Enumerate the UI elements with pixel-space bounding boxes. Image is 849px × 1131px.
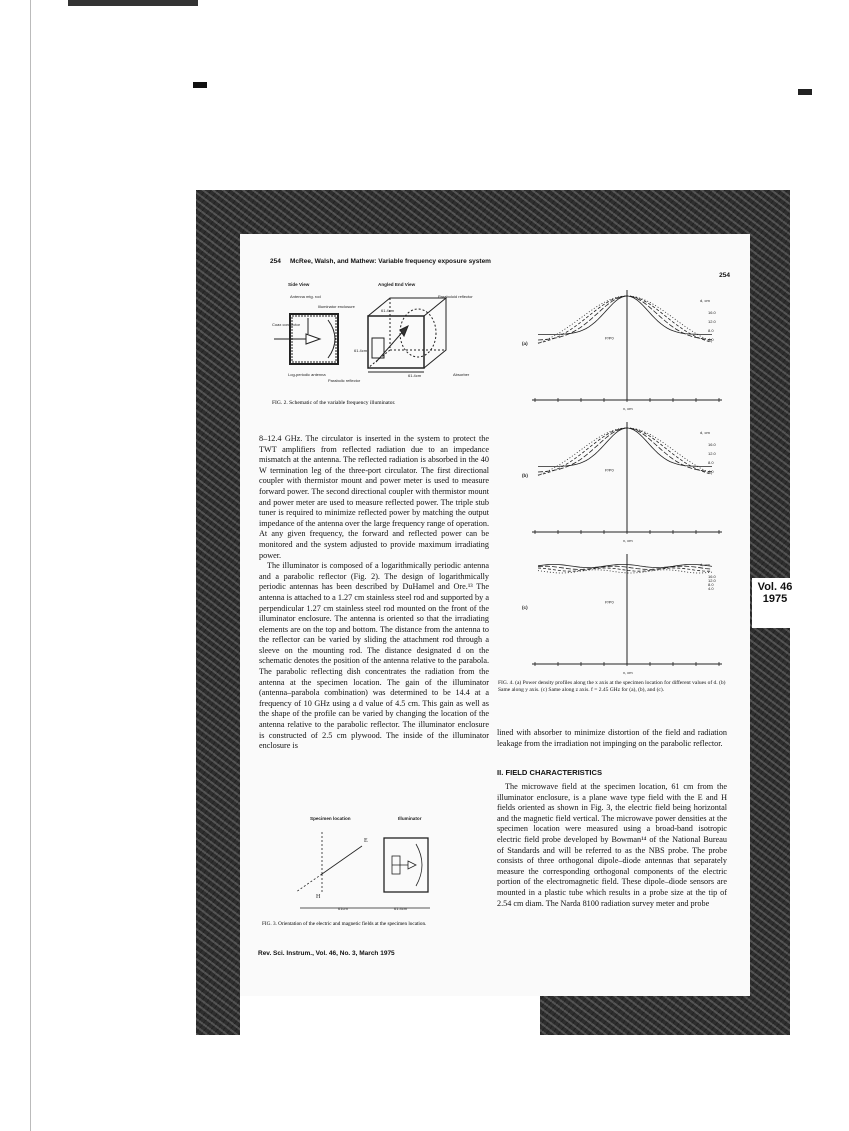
fig4-axis-unit-0: x, cm <box>623 406 633 411</box>
right-paragraph-1: The microwave field at the specimen location, 61 cm from the illuminator enclosure, is a plane wave type field with the E and H fields oriented as shown in Fig. 3, the electric field being horizontal and the magnetic field vertical. The microwave power densities at the specimen location were measured using a broad-band isotropic electric field probe developed by Bowman¹⁴ of the National Bureau of Standards and will be referred to as the NBS probe. The probe consists of three orthogonal dipole–diode antennas that separately measure the corresponding orthogonal components of the electric portion of the electromagnetic field. These dipole–diode sensors are mounted in a plastic tube which results in a probe size at the tip of 2.54 cm diam. The Narda 8100 radiation survey meter and probe <box>497 782 727 908</box>
fig4-curve-0-2 <box>538 296 712 343</box>
fig4-d-head-1: d, cm <box>700 430 710 435</box>
fig2-log-periodic-label: Log-periodic antenna <box>288 372 326 377</box>
journal-footer: Rev. Sci. Instrum., Vol. 46, No. 3, March 1975 <box>258 950 395 957</box>
fig2-dim-side: 61.4cm <box>354 348 368 353</box>
fig4-panel-label-2: (c) <box>522 605 528 610</box>
right-body-top <box>497 728 727 749</box>
left-paragraph-2: The illuminator is composed of a logarithmically periodic antenna and a parabolic reflector (Fig. 2). The design of logarithmically periodic antennas has been described by DuHamel and Ore.¹³ The antenna is attached to a 1.27 cm stainless steel rod and supported by a perpendicular 1.27 cm stainless steel rod mounted on the front of the illuminator enclosure. The antenna is oriented so that the irradiating elements are on the top and bottom. The distance from the antenna to the reflector can be varied by sliding the attachment rod through a sleeve on the mounting rod. The distance designated d on the schematic denotes the position of the antenna relative to the parabola. The parabolic reflecting dish concentrates the radiation from the antenna at the specimen location. The gain of the illuminator (antenna–parabola combination) was determined to be 14.4 at a frequency of 10 GHz using a d value of 4.5 cm. This gain as well as the shape of the profile can be varied by changing the location of the antenna relative to the parabolic reflector. The illuminator enclosure is constructed of 2.5 cm plywood. The inside of the illuminator enclosure is <box>259 561 489 751</box>
right-body-column <box>497 782 727 909</box>
fig2-dim-bottom: 61.4cm <box>408 373 422 378</box>
figure-2-schematic <box>268 278 498 408</box>
fig3-dim-61: 61cm <box>338 906 348 911</box>
fig4-curve-0-3 <box>538 296 712 343</box>
fig2-coax-label: Coax connector <box>272 322 301 327</box>
volume-tab-line2: 1975 <box>762 593 788 605</box>
fig2-dim-top: 61.4cm <box>381 308 395 313</box>
scan-registration-mark-left <box>193 82 207 88</box>
scan-bottom-strip <box>240 996 540 1035</box>
fig4-d-label-2-2: 8.0 <box>708 582 714 587</box>
fig4-axis-unit-1: x, cm <box>623 538 633 543</box>
fig4-curve-0-0 <box>538 296 712 335</box>
fig4-caption: FIG. 4. (a) Power density profiles along the x axis at the specimen location for different values of d. (b) Same along y axis. (c) Same along z axis. f = 2.45 GHz for (a), (b), and (c). <box>498 680 726 693</box>
fig4-d-label-0-0: 16.0 <box>708 310 716 315</box>
fig3-dim-61-4: 61.4cm <box>394 906 408 911</box>
fig4-d-head-0: d, cm <box>700 298 710 303</box>
fig2-angled-end-view-label: Angled End View <box>378 282 416 287</box>
fig4-curve-2-2 <box>538 568 712 571</box>
fig4-ratio-label-0: P/P0 <box>605 335 614 341</box>
fig3-illuminator-label: Illuminator <box>398 816 422 821</box>
fig2-caption: FIG. 2. Schematic of the variable frequency illuminator. <box>272 400 396 406</box>
fig4-ratio-label-2: P/P0 <box>605 599 614 605</box>
fig4-curve-1-0 <box>538 428 712 467</box>
fig2-enclosure-label: Illuminator enclosure <box>318 304 355 309</box>
journal-page <box>240 234 750 996</box>
fig4-axis-unit-2: x, cm <box>623 670 633 675</box>
fig2-antenna-rod-label: Antenna mtg. rod <box>290 294 321 299</box>
scan-edge-line <box>30 0 31 1131</box>
fig3-h-vector-label: H <box>316 894 321 900</box>
fig3-specimen-label: Specimen location <box>310 816 351 821</box>
volume-tab-line1: Vol. 46 <box>757 581 793 593</box>
volume-tab <box>752 578 798 628</box>
fig4-d-label-2-1: 12.0 <box>708 578 716 583</box>
fig3-e-vector-label: E <box>364 838 368 844</box>
fig2-paraboloid-label: Paraboloid reflector <box>438 294 473 299</box>
fig4-d-label-2-3: 4.0 <box>708 586 714 591</box>
fig4-curve-1-3 <box>538 428 712 475</box>
page-number: 254 <box>270 258 281 265</box>
fig2-angled-view-drawing <box>368 298 446 372</box>
page-number-right: 254 <box>719 272 730 279</box>
fig4-d-label-0-3: 4.0 <box>708 337 714 342</box>
fig4-curve-2-1 <box>538 566 712 569</box>
fig2-side-view-label: Side View <box>288 282 310 287</box>
fig3-caption: FIG. 3. Orientation of the electric and magnetic fields at the specimen location. <box>262 921 427 927</box>
right-paragraph-continued: lined with absorber to minimize distortion of the field and radiation leakage from the irradiation not impinging on the parabolic reflector. <box>497 728 727 748</box>
fig4-ratio-label-1: P/P0 <box>605 467 614 473</box>
fig4-curve-1-2 <box>538 428 712 475</box>
fig2-parabolic-label: Parabolic reflector <box>328 378 361 383</box>
fig4-d-label-1-3: 4.0 <box>708 469 714 474</box>
left-paragraph-1: 8–12.4 GHz. The circulator is inserted in the system to protect the TWT amplifiers from reflected radiation due to an impedance mismatch at the antenna. The reflected radiation is absorbed in the 40 W termination leg of the three-port circulator. The first directional coupler with thermistor mount and power meter is used to measure forward power. The second directional coupler with thermistor mount and power meter are used to measure reflected power. The triple stub tuner is required to minimize reflected power by matching the output impedance of the antenna over the large frequency range of operation. At any given frequency, the forward and reflected power can be monitored and the system adjusted to provide maximum irradiating power. <box>259 434 489 560</box>
fig4-d-label-0-1: 12.0 <box>708 319 716 324</box>
left-body-column <box>259 434 489 752</box>
figure-3-field-orientation <box>260 812 490 932</box>
section-heading: II. FIELD CHARACTERISTICS <box>497 768 603 777</box>
scan-top-mark <box>68 0 198 6</box>
fig4-d-label-1-2: 8.0 <box>708 460 714 465</box>
fig4-d-label-1-0: 16.0 <box>708 442 716 447</box>
fig4-d-label-2-0: 16.0 <box>708 574 716 579</box>
fig2-absorber-label: Absorber <box>453 372 470 377</box>
fig4-panel-label-0: (a) <box>522 341 528 346</box>
running-title: McRee, Walsh, and Mathew: Variable frequency exposure system <box>290 258 491 265</box>
fig4-d-label-1-1: 12.0 <box>708 451 716 456</box>
scan-registration-mark-right <box>798 89 812 95</box>
fig4-d-head-2: d, cm <box>700 562 710 567</box>
fig4-d-label-0-2: 8.0 <box>708 328 714 333</box>
fig4-panel-label-1: (b) <box>522 473 528 478</box>
figure-4-power-profiles <box>502 282 742 682</box>
